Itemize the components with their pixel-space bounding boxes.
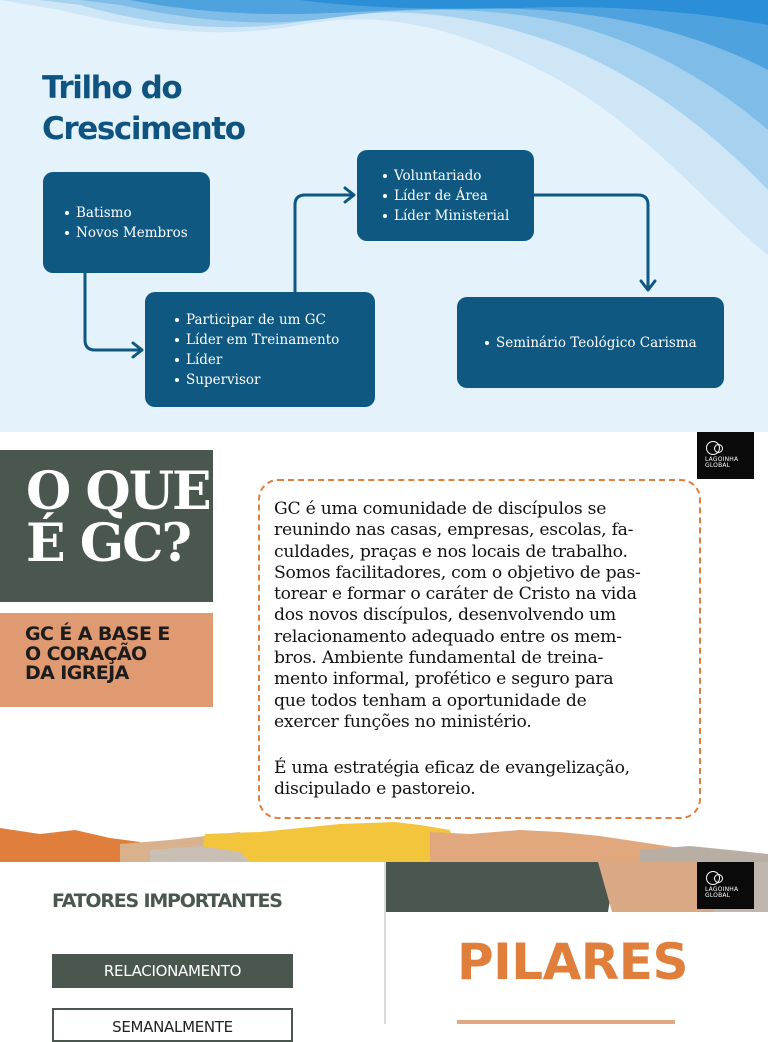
question-line-2: É GC? [26, 513, 191, 574]
factors-title: FATORES IMPORTANTES [52, 890, 282, 912]
stage-item: Batismo [65, 203, 188, 223]
paragraph-line: dos novos discípulos, desenvolvendo um [274, 605, 616, 626]
factor-weekly: SEMANALMENTE [52, 1008, 293, 1042]
factors-pillars-section [0, 862, 768, 1036]
logo-text-line-1: LAGOINHA [705, 456, 739, 463]
title-line-2: Crescimento [42, 111, 245, 147]
paragraph-line: exercer funções no ministério. [274, 711, 532, 732]
pillars-accent-bar [457, 1020, 675, 1024]
tagline-line-3: DA IGREJA [25, 662, 129, 684]
arrow-box1-to-box2 [85, 273, 140, 350]
tagline-text [25, 625, 170, 684]
stage-item: Novos Membros [65, 223, 188, 243]
stage-item: Voluntariado [383, 166, 509, 186]
logo-ring-icon [714, 444, 723, 453]
stage-item: Líder em Treinamento [175, 330, 339, 350]
stage-box-1 [43, 172, 210, 273]
paragraph-line: bros. Ambiente fundamental de treina- [274, 648, 604, 669]
arrow-box3-to-box4 [534, 195, 648, 288]
title-line-1: Trilho do [42, 70, 182, 106]
stage-box-3 [357, 150, 534, 241]
paragraph-line: reunindo nas casas, empresas, escolas, fa- [274, 520, 634, 541]
growth-path-section [0, 0, 768, 432]
stage-item: Participar de um GC [175, 310, 339, 330]
paragraph-line: GC é uma comunidade de discípulos se [274, 499, 607, 519]
what-is-gc-section [0, 432, 768, 862]
strategy-paragraph [274, 758, 686, 801]
paragraph-line: mento informal, profético e seguro para [274, 669, 614, 690]
torn-paper-decoration [0, 820, 768, 862]
paragraph-line: torear e formar o caráter de Cristo na vida [274, 584, 637, 605]
stage-item: Seminário Teológico Carisma [485, 333, 697, 353]
paragraph-line: discipulado e pastoreio. [274, 779, 476, 800]
pillars-title: PILARES [457, 933, 688, 991]
stage-item: Líder de Área [383, 186, 509, 206]
lagoinha-logo [697, 862, 754, 909]
logo-ring-icon [714, 874, 723, 883]
question-line-1: O QUE [26, 461, 210, 522]
tagline-line-2: O CORAÇÃO [25, 642, 147, 665]
tagline-line-1: GC É A BASE E [25, 623, 170, 645]
lagoinha-logo [697, 432, 754, 479]
stage-box-2 [145, 292, 375, 407]
logo-text-line-2: GLOBAL [705, 462, 731, 469]
paragraph-line: que todos tenham a oportunidade de [274, 690, 587, 711]
stage-box-4 [457, 297, 724, 388]
stage-item: Supervisor [175, 370, 339, 390]
question-heading [26, 461, 210, 574]
logo-text-line-1: LAGOINHA [705, 886, 739, 893]
definition-paragraph [274, 499, 686, 733]
paragraph-line: relacionamento adequado entre os mem- [274, 626, 622, 647]
arrow-box2-to-box3 [295, 195, 352, 292]
logo-text-line-2: GLOBAL [705, 892, 731, 899]
factor-relationship: RELACIONAMENTO [52, 954, 293, 988]
paragraph-line: É uma estratégia eficaz de evangelização, [274, 758, 630, 778]
stage-item: Líder Ministerial [383, 206, 509, 226]
paragraph-line: culdades, praças e nos locais de trabalho. [274, 541, 628, 562]
stage-item: Líder [175, 350, 339, 370]
paragraph-line: Somos facilitadores, com o objetivo de pas- [274, 562, 641, 583]
